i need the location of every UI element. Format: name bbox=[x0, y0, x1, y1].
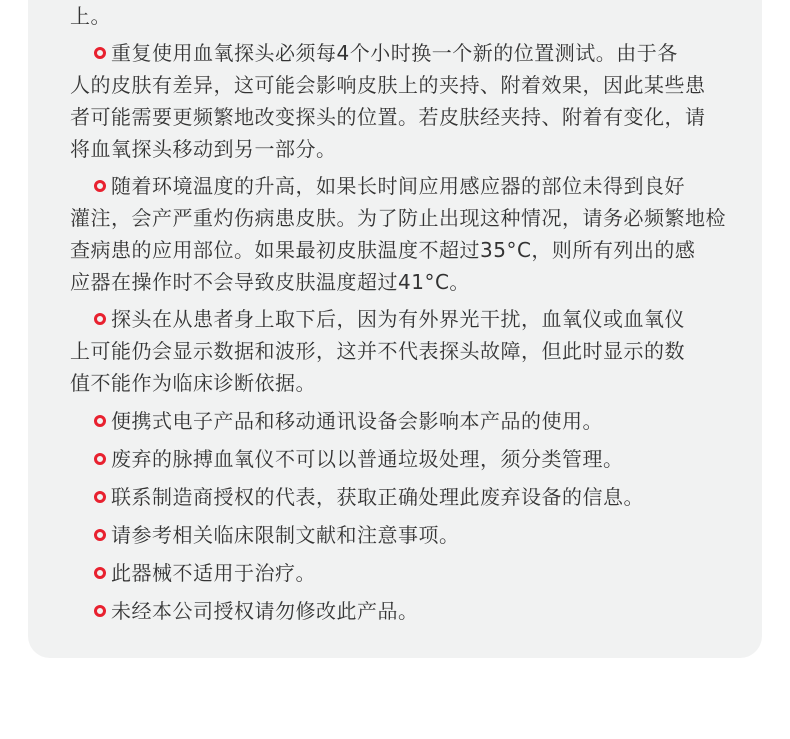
notice-item-text: 请参考相关临床限制文献和注意事项。 bbox=[111, 523, 460, 547]
notice-item-text: 者可能需要更频繁地改变探头的位置。若皮肤经夹持、附着有变化，请 bbox=[70, 105, 706, 129]
notice-item-text: 废弃的脉搏血氧仪不可以以普通垃圾处理，须分类管理。 bbox=[111, 447, 624, 471]
bullet-circle-icon bbox=[94, 529, 106, 541]
notice-item bbox=[70, 303, 722, 399]
bullet-circle-icon bbox=[94, 453, 106, 465]
notice-item-text: 便携式电子产品和移动通讯设备会影响本产品的使用。 bbox=[111, 409, 603, 433]
bullet-circle-icon bbox=[94, 47, 106, 59]
notice-item-text: 应器在操作时不会导致皮肤温度超过41°C。 bbox=[70, 270, 470, 294]
notice-item-text: 重复使用血氧探头必须每4个小时换一个新的位置测试。由于各 bbox=[111, 41, 678, 65]
notice-item bbox=[70, 557, 722, 589]
notice-item-text: 将血氧探头移动到另一部分。 bbox=[70, 137, 337, 161]
bullet-circle-icon bbox=[94, 313, 106, 325]
notice-item bbox=[70, 405, 722, 437]
notice-item-text: 上可能仍会显示数据和波形，这并不代表探头故障，但此时显示的数 bbox=[70, 339, 685, 363]
notice-item-text: 灌注，会产严重灼伤病患皮肤。为了防止出现这种情况，请务必频繁地检 bbox=[70, 206, 726, 230]
bullet-circle-icon bbox=[94, 415, 106, 427]
notice-item-text: 值不能作为临床诊断依据。 bbox=[70, 371, 316, 395]
notice-item bbox=[70, 170, 726, 298]
notice-item-text: 未经本公司授权请勿修改此产品。 bbox=[111, 599, 419, 623]
notice-panel bbox=[28, 0, 762, 658]
notice-item bbox=[70, 37, 722, 165]
notice-item bbox=[70, 519, 722, 551]
notice-item-text: 探头在从患者身上取下后，因为有外界光干扰，血氧仪或血氧仪 bbox=[111, 307, 685, 331]
notice-item-text: 此器械不适用于治疗。 bbox=[111, 561, 316, 585]
notice-item bbox=[70, 443, 722, 475]
bullet-circle-icon bbox=[94, 491, 106, 503]
bullet-circle-icon bbox=[94, 567, 106, 579]
notice-item bbox=[70, 595, 722, 627]
notice-item-text: 查病患的应用部位。如果最初皮肤温度不超过35°C，则所有列出的感 bbox=[70, 238, 696, 262]
notice-item-text: 联系制造商授权的代表，获取正确处理此废弃设备的信息。 bbox=[111, 485, 644, 509]
bullet-circle-icon bbox=[94, 605, 106, 617]
notice-item-text: 人的皮肤有差异，这可能会影响皮肤上的夹持、附着效果，因此某些患 bbox=[70, 73, 706, 97]
notice-item bbox=[70, 481, 722, 513]
notice-item-text: 随着环境温度的升高，如果长时间应用感应器的部位未得到良好 bbox=[111, 174, 685, 198]
bullet-circle-icon bbox=[94, 180, 106, 192]
notice-content bbox=[70, 0, 726, 627]
continuation-text: 上。 bbox=[70, 4, 111, 28]
